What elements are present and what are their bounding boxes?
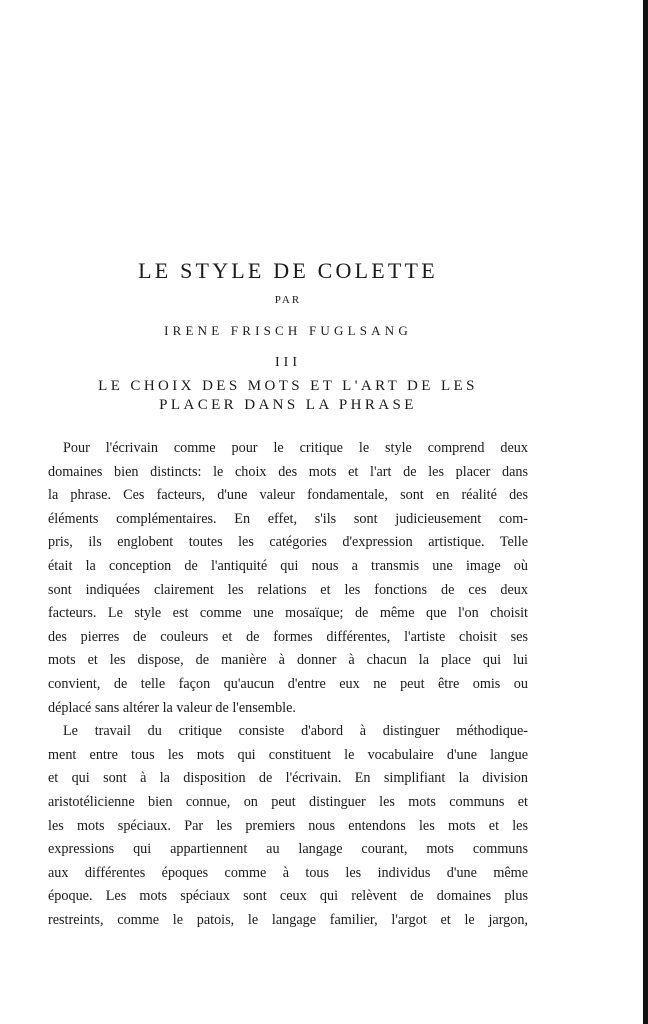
text-line: convient, de telle façon qu'aucun d'entre eux ne peut être omis ou [48, 675, 528, 692]
text-line: et qui sont à la disposition de l'écrivain. En simplifiant la division [48, 770, 528, 787]
text-line: aux différentes époques comme à tous les individus d'une même [48, 864, 528, 881]
section-title [48, 377, 528, 415]
text-line: déplacé sans altérer la valeur de l'ensemble. [48, 699, 296, 716]
text-line: les mots spéciaux. Par les premiers nous entendons les mots et les [48, 817, 528, 834]
text-line: expressions qui appartiennent au langage courant, mots communs [48, 841, 528, 858]
article-title: LE STYLE DE COLETTE [138, 258, 438, 283]
body-text [48, 437, 528, 932]
text-line: aristotélicienne bien connue, on peut distinguer les mots communs et [48, 793, 528, 810]
text-line: facteurs. Le style est comme une mosaïque; de même que l'on choisit [48, 605, 528, 622]
byline-par: PAR [274, 294, 302, 306]
paragraph [48, 437, 528, 720]
text-line: pris, ils englobent toutes les catégories d'expression artistique. Telle [48, 534, 528, 551]
text-line: mots et les dispose, de manière à donner à chacun la place qui lui [48, 652, 528, 669]
text-line: époque. Les mots spéciaux sont ceux qui relèvent de domaines plus [48, 888, 528, 905]
section-title-line: PLACER DANS LA PHRASE [159, 397, 417, 413]
section-title-line: LE CHOIX DES MOTS ET L'ART DE LES [98, 378, 478, 394]
text-line: restreints, comme le patois, le langage familier, l'argot et le jargon, [48, 911, 528, 928]
text-line: la phrase. Ces facteurs, d'une valeur fondamentale, sont en réalité des [48, 487, 528, 504]
section-number: III [275, 355, 301, 370]
page-edge-border [643, 0, 648, 1024]
text-line: Le travail du critique consiste d'abord à distinguer méthodique- [63, 723, 528, 740]
author-name: IRENE FRISCH FUGLSANG [164, 323, 412, 338]
text-line: Pour l'écrivain comme pour le critique le style comprend deux [63, 440, 528, 456]
page-content [48, 256, 528, 932]
text-line: était la conception de l'antiquité qui nous a transmis une image où [48, 557, 528, 574]
text-line: ment entre tous les mots qui constituent le vocabulaire d'une langue [48, 746, 528, 763]
text-line: domaines bien distincts: le choix des mots et l'art de les placer dans [48, 463, 528, 480]
text-line: éléments complémentaires. En effet, s'ils sont judicieusement com- [48, 510, 528, 527]
text-line: des pierres de couleurs et de formes différentes, l'artiste choisit ses [48, 628, 528, 645]
text-line: sont indiquées clairement les relations et les fonctions de ces deux [48, 581, 528, 598]
paragraph [48, 720, 528, 932]
